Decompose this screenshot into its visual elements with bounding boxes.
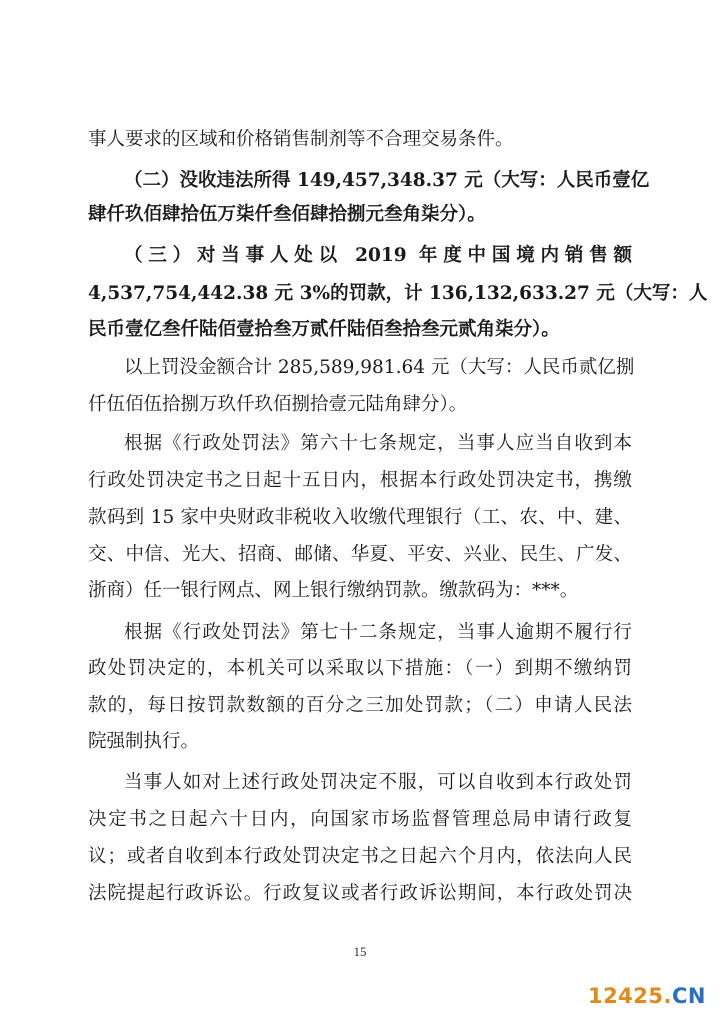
- text-line: 肆仟玖佰肆拾伍万柒仟叁佰肆拾捌元叁角柒分）。: [88, 204, 486, 225]
- text-line: 民币壹亿叁仟陆佰壹拾叁万贰仟陆佰叁拾叁元贰角柒分）。: [88, 319, 560, 340]
- text-line: 交、中信、光大、招商、邮储、华夏、平安、兴业、民生、广发、: [88, 544, 632, 565]
- text-line: 以上罚没金额合计 285,589,981.64 元（大写：人民币贰亿捌: [124, 357, 635, 378]
- site-watermark: [588, 984, 706, 1008]
- text-line: 浙商）任一银行网点、网上银行缴纳罚款。缴款码为：***。: [88, 580, 579, 601]
- text-line: 款码到 15 家中央财政非税收入收缴代理银行（工、农、中、建、: [88, 507, 632, 528]
- text-line: 院强制执行。: [88, 731, 200, 752]
- watermark-dot: .: [663, 984, 672, 1008]
- text-line: 行政处罚决定书之日起十五日内，根据本行政处罚决定书，携缴: [88, 470, 632, 491]
- text-line: 政处罚决定的，本机关可以采取以下措施：（一）到期不缴纳罚: [88, 658, 632, 679]
- text-line: 4,537,754,442.38 元 3%的罚款，计 136,132,633.27 元（大写：人: [88, 283, 708, 304]
- text-line: 仟伍佰伍拾捌万玖仟玖佰捌拾壹元陆角肆分）。: [88, 394, 468, 415]
- text-line: 议；或者自收到本行政处罚决定书之日起六个月内，依法向人民: [88, 846, 632, 867]
- watermark-number: 12425: [587, 984, 664, 1008]
- text-line: 根据《行政处罚法》第六十七条规定，当事人应当自收到本: [124, 433, 632, 454]
- text-line: 事人要求的区域和价格销售制剂等不合理交易条件。: [88, 129, 514, 150]
- watermark-suffix: CN: [672, 984, 706, 1008]
- text-line: 法院提起行政诉讼。行政复议或者行政诉讼期间，本行政处罚决: [88, 883, 632, 904]
- text-line: 根据《行政处罚法》第七十二条规定，当事人逾期不履行行: [124, 622, 632, 643]
- text-line: 款的，每日按罚款数额的百分之三加处罚款；（二）申请人民法: [88, 695, 632, 716]
- text-line: 当事人如对上述行政处罚决定不服，可以自收到本行政处罚: [124, 772, 632, 793]
- text-line: （三）对当事人处以 2019 年度中国境内销售额: [124, 245, 632, 266]
- text-line: （二）没收违法所得 149,457,348.37 元（大写：人民币壹亿: [124, 170, 650, 191]
- page-number: 15: [353, 944, 367, 959]
- text-line: 决定书之日起六十日内，向国家市场监督管理总局申请行政复: [88, 809, 632, 830]
